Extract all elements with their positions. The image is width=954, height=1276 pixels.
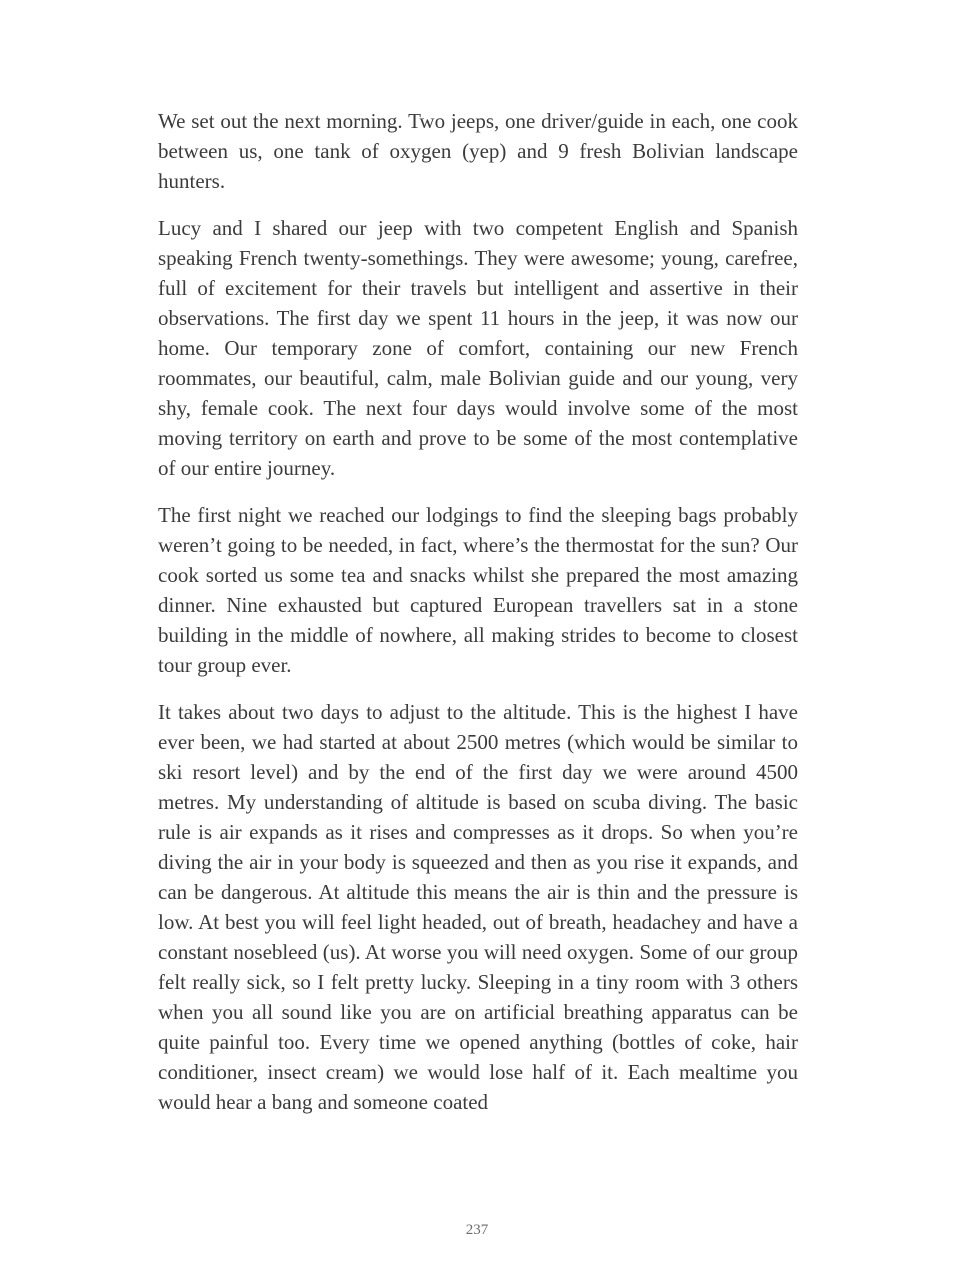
paragraph-4: It takes about two days to adjust to the altitude. This is the highest I have ever been, we had started at about 2500 metres (which would be similar to ski resort level) and by the end of the first day we were around 4500 metres. My understanding of altitude is based on scuba diving. The basic rule is air expands as it rises and compresses as it drops. So when you’re diving the air in your body is squeezed and then as you rise it expands, and can be dangerous. At altitude this means the air is thin and the pressure is low. At best you will feel light headed, out of breath, headachey and have a constant nosebleed (us). At worse you will need oxygen. Some of our group felt really sick, so I felt pretty lucky. Sleeping in a tiny room with 3 others when you all sound like you are on artificial breathing apparatus can be quite painful too. Every time we opened anything (bottles of coke, hair conditioner, insect cream) we would lose half of it. Each mealtime you would hear a bang and someone coated (158, 700, 798, 1114)
paragraph-3: The first night we reached our lodgings to find the sleeping bags probably weren’t going to be needed, in fact, where’s the thermostat for the sun? Our cook sorted us some tea and snacks whilst she prepared the most amazing dinner. Nine exhausted but captured European travellers sat in a stone building in the middle of nowhere, all making strides to become to closest tour group ever. (158, 503, 798, 677)
paragraph-1: We set out the next morning. Two jeeps, one driver/guide in each, one cook between us, one tank of oxygen (yep) and 9 fresh Bolivian landscape hunters. (158, 109, 798, 193)
paragraph-2: Lucy and I shared our jeep with two competent English and Spanish speaking French twenty-somethings. They were awesome; young, carefree, full of excitement for their travels but intelligent and assertive in their observations. The first day we spent 11 hours in the jeep, it was now our home. Our temporary zone of comfort, containing our new French roommates, our beautiful, calm, male Bolivian guide and our young, very shy, female cook. The next four days would involve some of the most moving territory on earth and prove to be some of the most contemplative of our entire journey. (158, 216, 798, 480)
page-body (158, 106, 798, 1117)
page-number: 237 (465, 1222, 489, 1238)
